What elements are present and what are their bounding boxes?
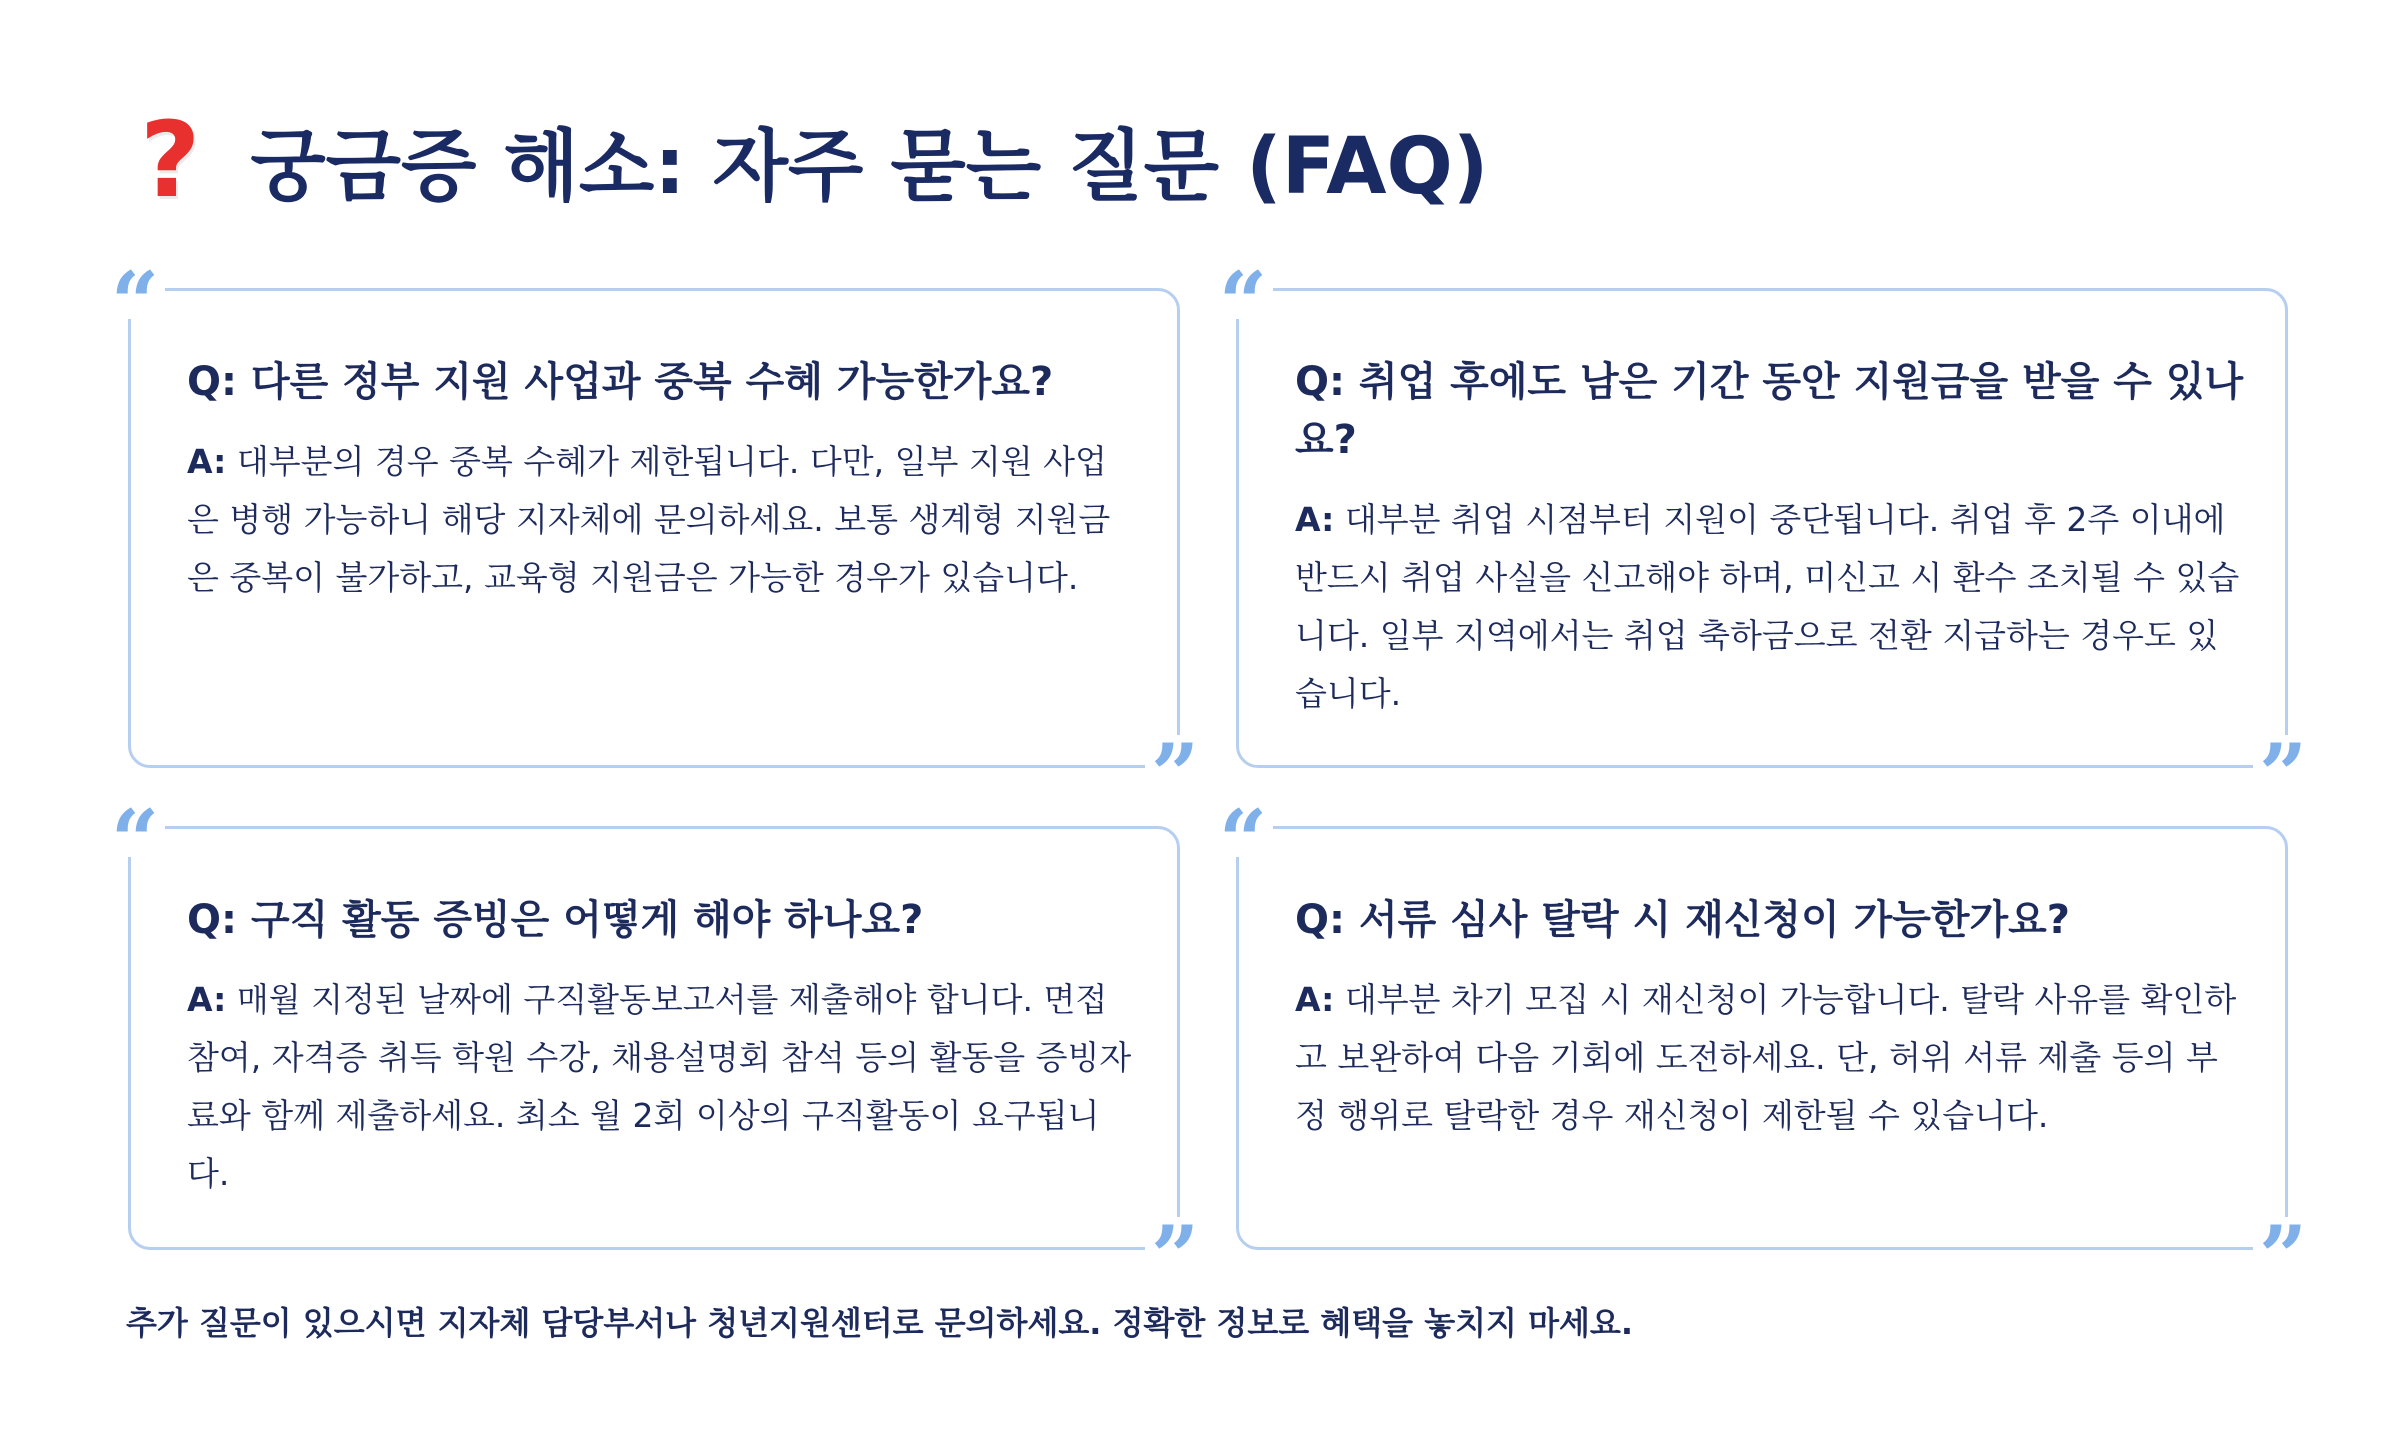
faq-card-content — [187, 353, 1137, 607]
faq-card-2 — [1218, 253, 2308, 824]
faq-question — [187, 353, 1137, 411]
close-quote-icon: ” — [2253, 1217, 2313, 1273]
answer-text: 대부분 차기 모집 시 재신청이 가능합니다. 탈락 사유를 확인하고 보완하여 다음 기회에 도전하세요. 단, 허위 서류 제출 등의 부정 행위로 탈락한 경우 재신청이 제한될 수 있습니다. — [1295, 980, 2237, 1135]
close-quote-icon: ” — [2253, 735, 2313, 791]
faq-question — [1295, 353, 2245, 469]
question-text: 구직 활동 증빙은 어떻게 해야 하나요? — [250, 897, 924, 943]
question-prefix: Q: — [1295, 359, 1345, 405]
faq-answer — [187, 433, 1137, 607]
faq-card-1 — [110, 253, 1200, 824]
faq-question — [1295, 891, 2245, 949]
answer-text: 대부분 취업 시점부터 지원이 중단됩니다. 취업 후 2주 이내에 반드시 취업 사실을 신고해야 하며, 미신고 시 환수 조치될 수 있습니다. 일부 지역에서는 취업 축하금으로 전환 지급하는 경우도 있습니다. — [1295, 500, 2240, 713]
question-mark-icon: ? — [140, 99, 201, 221]
faq-card-content — [187, 891, 1137, 1203]
question-text: 다른 정부 지원 사업과 중복 수혜 가능한가요? — [250, 359, 1054, 405]
question-text: 서류 심사 탈락 시 재신청이 가능한가요? — [1358, 897, 2071, 943]
footer-note: 추가 질문이 있으시면 지자체 담당부서나 청년지원센터로 문의하세요. 정확한 정보로 혜택을 놓치지 마세요. — [126, 1304, 1633, 1342]
faq-answer — [1295, 491, 2245, 723]
faq-answer — [1295, 971, 2245, 1145]
faq-answer — [187, 971, 1137, 1203]
faq-question — [187, 891, 1137, 949]
open-quote-icon: “ — [1213, 263, 1273, 319]
question-text: 취업 후에도 남은 기간 동안 지원금을 받을 수 있나요? — [1295, 359, 2244, 463]
close-quote-icon: ” — [1145, 735, 1205, 791]
faq-card-4 — [1218, 791, 2308, 1306]
page-title: 궁금증 해소: 자주 묻는 질문 (FAQ) — [250, 122, 1489, 212]
question-prefix: Q: — [187, 359, 237, 405]
faq-card-content — [1295, 891, 2245, 1145]
faq-card-3 — [110, 791, 1200, 1306]
open-quote-icon: “ — [105, 801, 165, 857]
faq-card-content — [1295, 353, 2245, 723]
open-quote-icon: “ — [1213, 801, 1273, 857]
page-header — [140, 100, 1488, 220]
answer-prefix: A: — [1295, 500, 1335, 539]
question-prefix: Q: — [187, 897, 237, 943]
answer-prefix: A: — [1295, 980, 1335, 1019]
open-quote-icon: “ — [105, 263, 165, 319]
question-prefix: Q: — [1295, 897, 1345, 943]
answer-text: 매월 지정된 날짜에 구직활동보고서를 제출해야 합니다. 면접 참여, 자격증 취득 학원 수강, 채용설명회 참석 등의 활동을 증빙자료와 함께 제출하세요. 최소 월 2회 이상의 구직활동이 요구됩니다. — [187, 980, 1132, 1193]
answer-text: 대부분의 경우 중복 수혜가 제한됩니다. 다만, 일부 지원 사업은 병행 가능하니 해당 지자체에 문의하세요. 보통 생계형 지원금은 중복이 불가하고, 교육형 지원금은 가능한 경우가 있습니다. — [187, 442, 1111, 597]
answer-prefix: A: — [187, 442, 227, 481]
answer-prefix: A: — [187, 980, 227, 1019]
close-quote-icon: ” — [1145, 1217, 1205, 1273]
